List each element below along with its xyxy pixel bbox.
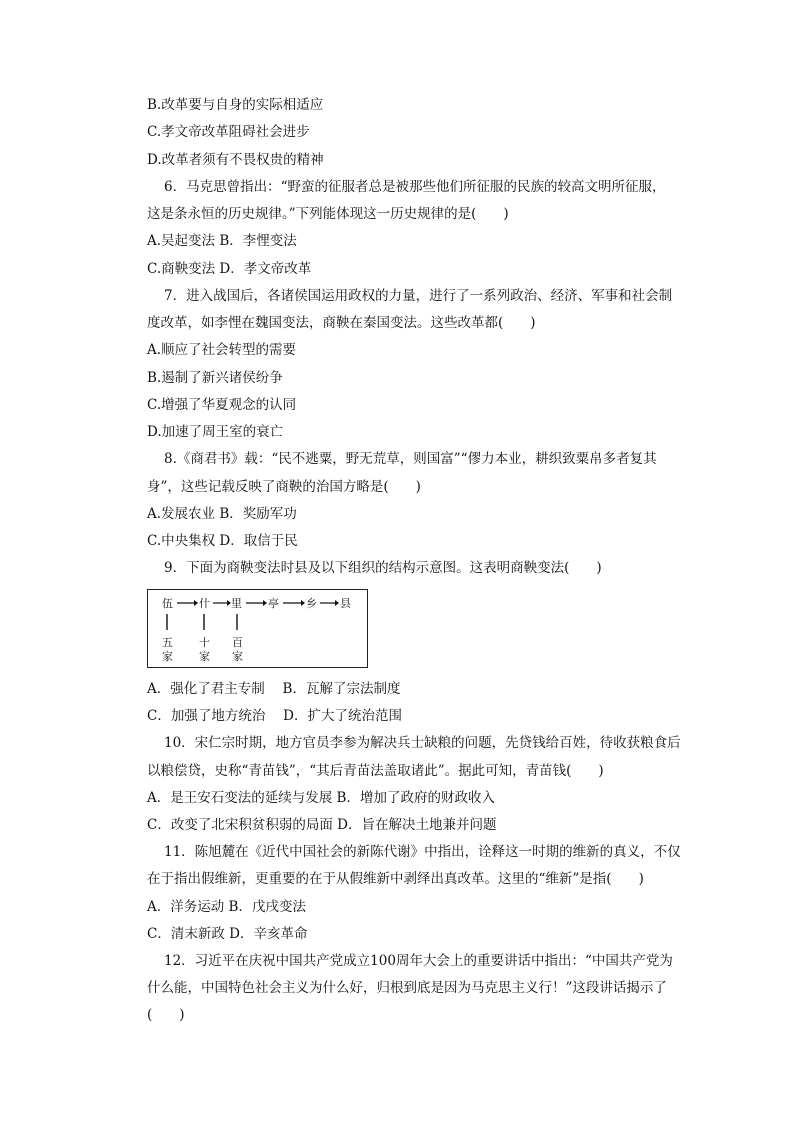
question-12-answer-blank: ( ) (147, 1007, 185, 1023)
question-7-option-c: C.增强了华夏观念的认同 (147, 397, 297, 413)
chain-arrow (283, 600, 305, 606)
note-shi-top: 十 (199, 636, 210, 649)
question-7-option-d: D.加速了周王室的衰亡 (147, 424, 284, 440)
note-wu-top: 五 (162, 636, 173, 649)
question-9-options-ab: A．强化了君主专制 B．瓦解了宗法制度 (147, 681, 401, 697)
question-12-stem-line2: 什么能，中国特色社会主义为什么好，归根到底是因为马克思主义行！”这段讲话揭示了 (147, 980, 667, 996)
note-li-bottom: 家 (232, 650, 243, 663)
chain-node-xian: 县 (340, 597, 351, 610)
question-7-stem-line1: 7．进入战国后，各诸侯国运用政权的力量，进行了一系列政治、经济、军事和社会制 (164, 288, 673, 304)
note-wu-bottom: 家 (162, 650, 173, 663)
county-structure-diagram (147, 589, 368, 668)
question-6-stem-line2: 这是条永恒的历史规律。”下列能体现这一历史规律的是( ) (147, 206, 509, 222)
question-7-stem-line2: 度改革，如李悝在魏国变法，商鞅在秦国变法。这些改革都( ) (147, 315, 536, 331)
chain-arrow (320, 600, 339, 606)
note-shi-bottom: 家 (199, 650, 210, 663)
question-7-option-b: B.遏制了新兴诸侯纷争 (147, 370, 283, 386)
option-d-q5: D.改革者须有不畏权贵的精神 (147, 152, 324, 168)
question-10-options-ab: A．是王安石变法的延续与发展 B．增加了政府的财政收入 (147, 790, 495, 806)
chain-node-wu: 伍 (162, 597, 173, 610)
chain-arrow (246, 600, 267, 606)
question-9-stem: 9．下面为商鞅变法时县及以下组织的结构示意图。这表明商鞅变法( ) (164, 560, 602, 576)
question-8-options-cd: C.中央集权 D．取信于民 (147, 533, 298, 549)
question-11-options-ab: A．洋务运动 B．戊戌变法 (147, 899, 306, 915)
question-8-stem-line2: 身”，这些记载反映了商鞅的治国方略是( ) (147, 479, 421, 495)
question-8-stem-line1: 8.《商君书》载：“民不逃粟，野无荒草，则国富”“僇力本业，耕织致粟帛多者复其 (164, 451, 657, 467)
question-9-options-cd: C．加强了地方统治 D．扩大了统治范围 (147, 708, 402, 724)
chain-node-ting: 亭 (268, 597, 279, 610)
question-10-options-cd: C．改变了北宋积贫积弱的局面 D．旨在解决土地兼并问题 (147, 817, 497, 833)
question-12-stem-line1: 12．习近平在庆祝中国共产党成立100周年大会上的重要讲话中指出：“中国共产党为 (164, 953, 673, 969)
question-6-stem-line1: 6．马克思曾指出：“野蛮的征服者总是被那些他们所征服的民族的较高文明所征服， (164, 179, 666, 195)
question-10-stem-line2: 以粮偿贷，史称“青苗钱”，“其后青苗法盖取诸此”。据此可知，青苗钱( ) (147, 763, 604, 779)
question-6-options-cd: C.商鞅变法 D．孝文帝改革 (147, 261, 312, 277)
question-11-stem-line2: 在于指出假维新，更重要的在于从假维新中剥绎出真改革。这里的“维新”是指( ) (147, 871, 644, 887)
question-11-stem-line1: 11．陈旭麓在《近代中国社会的新陈代谢》中指出，诠释这一时期的维新的真义，不仅 (164, 844, 681, 860)
chain-arrow (213, 600, 231, 606)
option-c-q5: C.孝文帝改革阻碍社会进步 (147, 124, 310, 140)
chain-node-xiang: 乡 (306, 597, 317, 610)
note-li-top: 百 (232, 636, 243, 649)
chain-arrow (177, 600, 198, 606)
question-8-options-ab: A.发展农业 B．奖励军功 (147, 506, 297, 522)
chain-node-li: 里 (231, 597, 242, 610)
chain-node-shi: 什 (199, 597, 210, 610)
option-b-q5: B.改革要与自身的实际相适应 (147, 97, 324, 113)
question-6-options-ab: A.吴起变法 B．李悝变法 (147, 233, 297, 249)
question-7-option-a: A.顺应了社会转型的需要 (147, 342, 297, 358)
question-11-options-cd: C．清末新政 D．辛亥革命 (147, 926, 308, 942)
question-10-stem-line1: 10．宋仁宗时期，地方官员李参为解决兵士缺粮的问题，先贷钱给百姓，待收获粮食后 (164, 735, 681, 751)
